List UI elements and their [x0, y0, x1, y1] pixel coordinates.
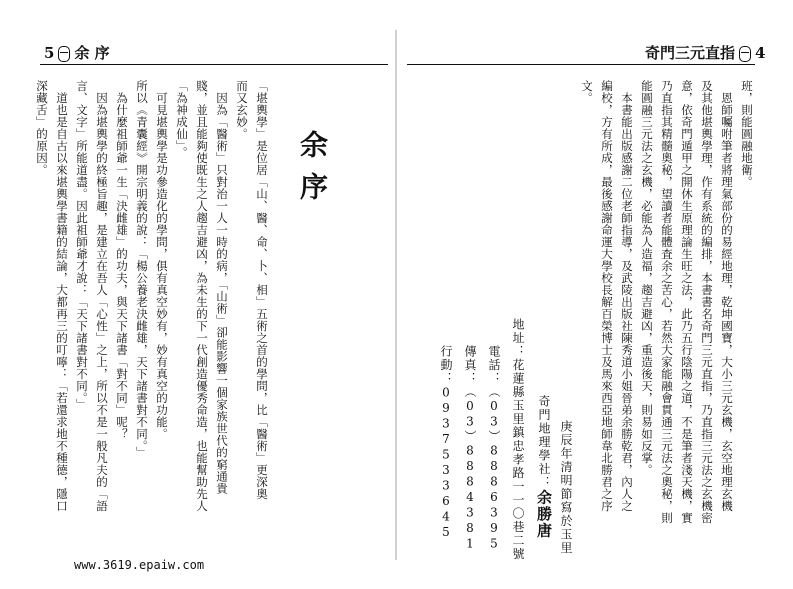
- left-col-1: 「堪輿學」是位居「山、醫、命、卜、相」五術之首的學問，比「醫術」更深奧: [255, 80, 269, 500]
- left-col-3: 因為「醫術」只對治一人一時的病，「山術」卻能影響一個家族世代的窮通貴: [215, 80, 229, 495]
- left-col-4: 賤，並且能夠使既生之人趨吉避凶，為未生的下一代創造優秀命造，也能幫助先人: [195, 80, 209, 512]
- right-header-rule: [407, 64, 755, 65]
- knot-ornament-icon: [739, 46, 751, 62]
- right-col-6: 能圓融三元法之玄機，必能為人造福，趨吉避凶，重造後天，則易如反掌。: [640, 80, 654, 476]
- signature-author: 余勝唐: [535, 489, 553, 539]
- left-page: [0, 0, 396, 589]
- footer-url: www.3619.epaiw.com: [74, 558, 205, 572]
- right-page-number: 4: [755, 44, 766, 62]
- preface-title-1: 余: [296, 130, 329, 158]
- right-page: [397, 0, 793, 589]
- left-col-2: 而又玄妙。: [235, 80, 249, 140]
- signature-phone: 電話：（03）8886395: [487, 345, 501, 552]
- right-running-head: 奇門三元直指: [645, 44, 736, 62]
- left-col-7: 所以《青囊經》開宗明義的說：「楊公養老決雌雄，天下諸書對不同。」: [135, 80, 149, 459]
- right-page-header: [645, 42, 765, 63]
- knot-ornament-icon: [58, 46, 70, 62]
- right-col-1: 班，則能圓融地衛。: [740, 80, 754, 188]
- right-col-2: 恩師囑咐筆者將理氣部份的易經地理，乾坤國寶，大小三元玄機，玄空地理玄機: [720, 80, 734, 512]
- right-col-5: 乃直指其精髓奧秘，望讀者能體査余之苦心，若然大家能融會貫通三元法之奧秘，則: [660, 80, 674, 524]
- signature-org: 奇門地理學社: [537, 395, 551, 476]
- preface-title-2: 序: [296, 172, 329, 200]
- signature-org-line: 奇門地理學社：余勝唐: [535, 395, 553, 539]
- left-col-6: 可見堪輿學是功參造化的學問，俱有真空妙有，妙有真空的功能。: [155, 80, 169, 440]
- left-page-number: 5: [44, 44, 55, 62]
- signature-fax: 傳真：（03）8884381: [463, 345, 477, 552]
- left-page-header: [44, 42, 110, 63]
- right-col-3: 及其他堪輿學理，作有系統的編排，本書書名奇門三元直指，乃直指三元法之玄機密: [700, 80, 714, 524]
- right-col-7: 本書能出版感謝二位老師指導，及武陵出版社陳秀道小姐晉弟余勝乾君，內人之: [620, 80, 634, 512]
- left-col-10: 言、文字」所能道盡。因此祖師爺才說：「天下諸書對不同。」: [75, 80, 89, 411]
- left-running-head: 余 序: [74, 44, 110, 62]
- signature-date: 庚辰年清明節寫於玉里: [559, 420, 573, 555]
- signature-address: 地址：花蓮縣玉里鎮忠孝路一一〇巷二號: [511, 318, 525, 561]
- left-col-11: 道也是自古以來堪輿學書籍的結論，大都再三的叮嚀：「若還求地不種德，隱口: [55, 80, 69, 512]
- signature-mobile: 行動：0937533645: [439, 345, 453, 541]
- right-col-4: 意，依奇門遁甲之開休生原理論生旺之法，此乃五行陰陽之道，不是筆者淺天機，實: [680, 80, 694, 524]
- left-col-12: 深藏舌」的原因。: [35, 80, 49, 176]
- right-col-8: 編校，方有所成，最後感謝命運大學校長解百榮博士及馬來西亞地師韋北勝君之序: [600, 80, 614, 512]
- left-col-5: 「為神成仙」。: [175, 80, 189, 159]
- left-col-8: 為什麼祖師爺一生「決雌雄」的功夫，與天下諸書「對不同」呢？: [115, 80, 129, 440]
- left-col-9: 因為堪輿學的終極旨趣，是建立在吾人「心性」之上，所以不是一般凡夫的「語: [95, 80, 109, 512]
- right-col-9: 文。: [580, 80, 594, 104]
- left-header-rule: [40, 64, 388, 65]
